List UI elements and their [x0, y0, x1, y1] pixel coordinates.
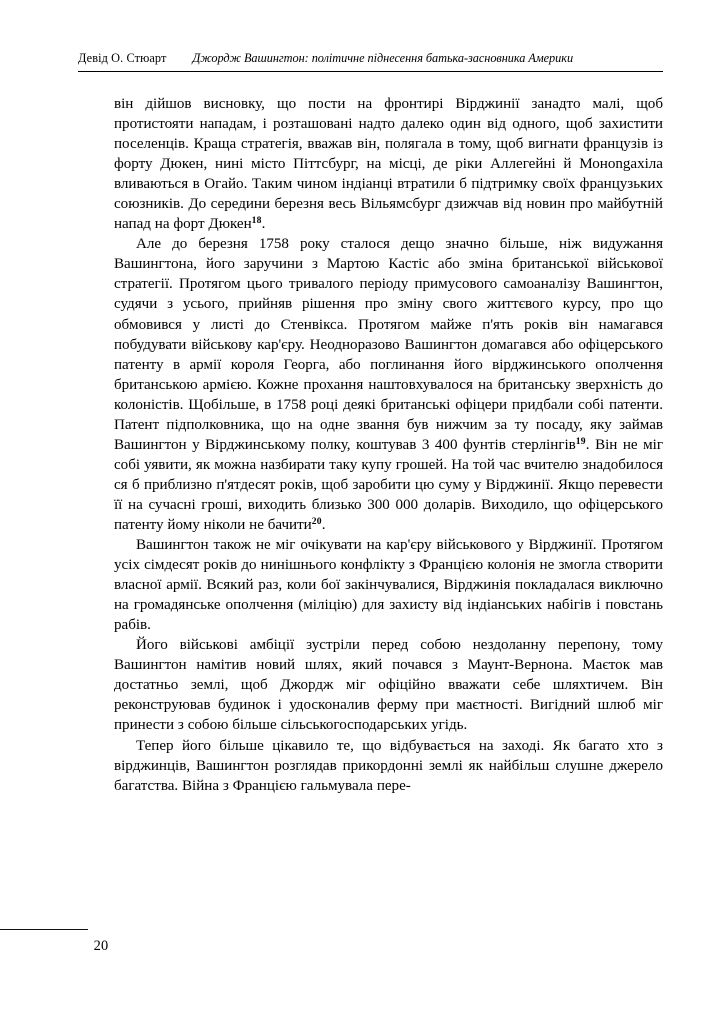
- paragraph-1-text: він дійшов висновку, що пости на фронтирі Вірджинії занадто малі, щоб протистояти нападам, і розташовані надто далеко один від одного, щоб захистити поселенців. Краща стратегія, вважав він, полягала в тому, щоб вигнати французів із форту Дюкен, нині місто Піттсбург, на місці, де ріки Аллегейні й Монongахіла вливаються в Огайо. Таким чином індіанці втратили б підтримку своїх французьких союзників. До середини березня весь Вільямсбург дзижчав від новин про майбутній напад на форт Дюкен: [114, 96, 663, 233]
- paragraph-5: [114, 736, 663, 796]
- paragraph-2-text: Але до березня 1758 року сталося дещо значно більше, ніж видужання Вашингтона, його заручини з Мартою Кастіс або зміна британської військової стратегії. Протягом цього тривалого періоду примусового самоаналізу Вашингтон, судячи з усього, прийняв рішення про зміну свого життєвого курсу, про що обмовився у листі до Стенвікса. Протягом майже п'ять років він намагався побудувати військову кар'єру. Неодноразово Вашингтон домагався або офіцерського патенту в армії короля Георга, або поглинання його вірджинського ополчення британською армією. Кожне прохання наштовхувалося на британську зверхність до колоністів. Щобільше, в 1758 році деякі британські офіцери придбали собі патенти. Патент підполковника, що на одне звання був нижчим за ту посаду, яку займав Вашингтон у Вірджинському полку, коштував 3 400 фунтів стерлінгів: [114, 236, 663, 453]
- footnote-marker-20[interactable]: 20: [311, 515, 322, 527]
- paragraph-3-text: Вашингтон також не міг очікувати на кар'єру військового у Вірджинії. Протягом усіх сімдесят років до нинішнього конфлікту з Францією колонія не змогла створити власної армії. Всякий раз, коли бої закінчувалися, Вірджинія покладалася виключно на громадянське ополчення (міліцію) для захисту від індіанських набігів і повстань рабів.: [114, 537, 663, 634]
- page-number: 20: [93, 938, 109, 954]
- paragraph-5-text: Тепер його більше цікавило те, що відбувається на заході. Як багато хто з віpджинців, Вашингтон розглядав прикордонні землі як найбільш слушне джерело багатства. Війна з Францією гальмувала пере-: [114, 737, 663, 794]
- header-divider-rule: [78, 71, 663, 72]
- paragraph-2: [114, 234, 663, 535]
- paragraph-3: [114, 535, 663, 635]
- paragraph-1-tail: .: [261, 216, 266, 233]
- footnote-marker-19[interactable]: 19: [575, 435, 586, 447]
- footnote-marker-18[interactable]: 18: [251, 215, 262, 227]
- paragraph-4: [114, 635, 663, 735]
- paragraph-2-midtail: . Він не міг собі уявити, як можна назбирати таку купу грошей. На той час вчителю знадобилося ся б приблизно п'ятдесят років, щоб заробити цю суму у Вірджинії. Якщо перевести її на сучасні гроші, виходить близько 300 000 доларів. Виходило, що офіцерського патенту йому ніколи не бачити: [114, 436, 663, 533]
- paragraph-4-text: Його військові амбіції зустріли перед собою нездоланну перепону, тому Вашингтон намітив новий шлях, який почався з Маунт-Вернона. Маєток мав достатньо землі, щоб Джордж міг офіційно вважати себе шляхтичем. Він реконструював будинок і удосконалив ферму при маєтності. Вигідний шлюб міг принести з собою більше сільськогосподарських угідь.: [114, 637, 663, 734]
- folio-divider-rule: [0, 929, 88, 930]
- header-author-name: Девід О. Стюарт: [78, 51, 167, 65]
- paragraph-1: [114, 94, 663, 234]
- running-header: [78, 50, 663, 72]
- header-book-title: Джордж Вашингтон: політичне піднесення батька-засновника Америки: [192, 51, 574, 65]
- body-text-column: [114, 94, 663, 796]
- paragraph-2-tail: .: [321, 516, 326, 533]
